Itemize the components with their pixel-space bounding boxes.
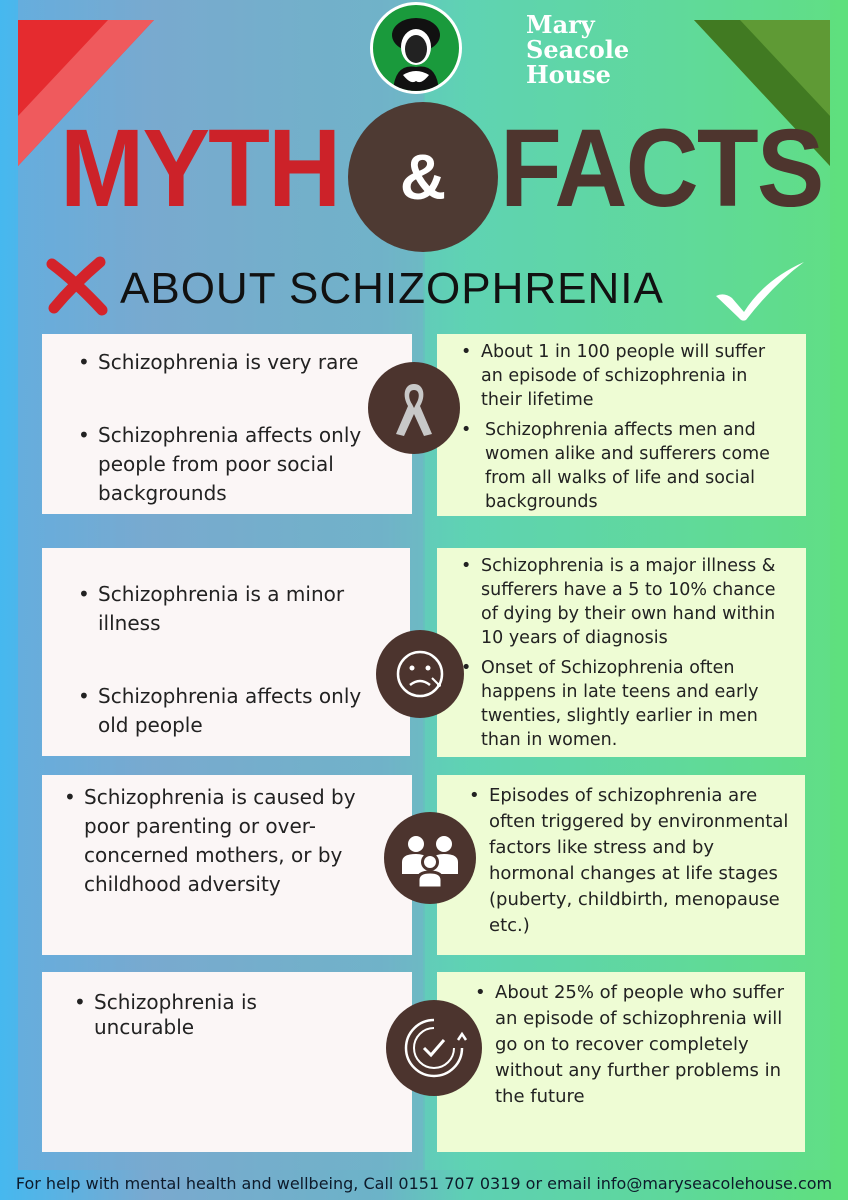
fact-item: • About 25% of people who suffer an episode of schizophrenia will go on to recover completely without any further problems in the future — [473, 980, 791, 1110]
fact-item: • Schizophrenia is a major illness & sufferers have a 5 to 10% chance of dying by their own hand within 10 years of diagnosis — [459, 554, 792, 650]
myth-card — [42, 334, 412, 514]
title-facts: FACTS — [500, 107, 823, 230]
red-cross-icon — [46, 256, 108, 316]
white-check-icon — [712, 258, 808, 324]
myth-card — [42, 548, 410, 756]
title-myth: MYTH — [60, 107, 340, 230]
footer-contact: For help with mental health and wellbeing, Call 0151 707 0319 or email info@maryseacolehouse.com — [15, 1174, 833, 1193]
myth-item: • Schizophrenia affects only old people — [76, 682, 398, 740]
myth-item: • Schizophrenia is a minor illness — [76, 580, 398, 638]
fact-card — [437, 548, 806, 757]
myth-item: • Schizophrenia is very rare — [76, 348, 400, 377]
brand-line-3: House — [526, 60, 611, 89]
myth-card — [42, 972, 412, 1152]
recovery-check-icon — [386, 1000, 482, 1096]
fact-card — [437, 334, 806, 516]
mary-seacole-portrait-logo — [370, 2, 462, 94]
fact-item: • Schizophrenia affects men and women alike and sufferers come from all walks of life and social backgrounds — [459, 418, 792, 514]
fact-card — [437, 775, 805, 955]
myth-item: • Schizophrenia affects only people from poor social backgrounds — [76, 421, 400, 508]
title-ampersand-badge: & — [348, 102, 498, 252]
subtitle: ABOUT SCHIZOPHRENIA — [120, 264, 664, 313]
brand-line-1: Mary — [526, 10, 595, 39]
fact-item: • Episodes of schizophrenia are often triggered by environmental factors like stress and by hormonal changes at life stages (puberty, childbirth, menopause etc.) — [467, 783, 793, 939]
brand-line-2: Seacole — [526, 35, 630, 64]
fact-card — [437, 972, 805, 1152]
awareness-ribbon-icon — [368, 362, 460, 454]
myth-item: • Schizophrenia is caused by poor parenting or over-concerned mothers, or by childhood adversity — [62, 783, 398, 899]
brand-name — [526, 12, 629, 87]
fact-item: • Onset of Schizophrenia often happens in late teens and early twenties, slightly earlier in men than in women. — [459, 656, 792, 752]
sad-face-icon — [376, 630, 464, 718]
myth-item: • Schizophrenia is uncurable — [72, 990, 400, 1040]
family-icon — [384, 812, 476, 904]
fact-item: • About 1 in 100 people will suffer an episode of schizophrenia in their lifetime — [459, 340, 792, 412]
myth-card — [42, 775, 412, 955]
